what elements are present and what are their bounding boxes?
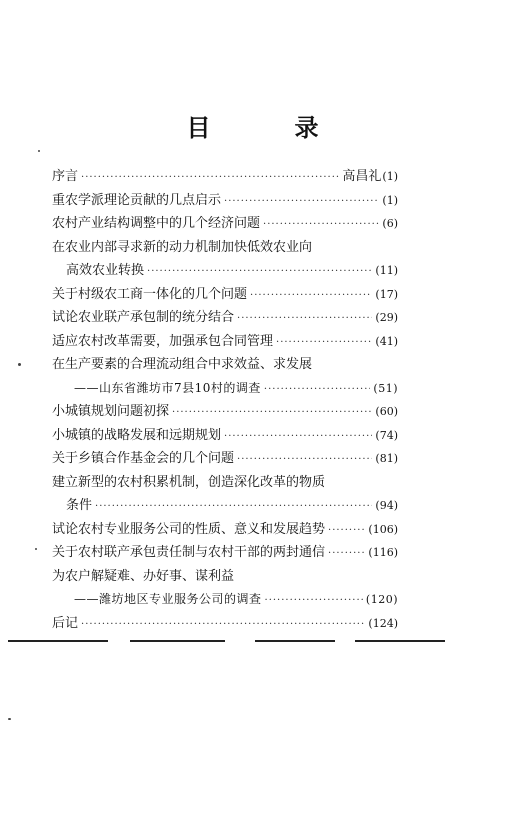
leader-dots	[224, 425, 372, 448]
entry-title: 在农业内部寻求新的动力机制加快低效农业向	[52, 239, 313, 255]
scan-speck	[38, 150, 40, 152]
toc-entry[interactable]	[52, 236, 398, 283]
page-number: (120)	[365, 593, 398, 606]
page-number: (116)	[368, 546, 398, 559]
leader-dots	[81, 166, 339, 189]
print-rule-segment	[355, 640, 445, 642]
entry-title: 在生产要素的合理流动组合中求效益、求发展	[52, 357, 313, 372]
entry-title: 为农户解疑难、办好事、谋利益	[52, 568, 235, 584]
leader-dots	[328, 542, 365, 565]
page-number: (11)	[375, 264, 398, 277]
entry-subtitle: ——山东省潍坊市7县10村的调查	[74, 380, 261, 395]
leader-dots	[328, 519, 365, 542]
leader-dots	[237, 448, 372, 471]
toc-entry[interactable]	[52, 565, 398, 612]
leader-dots	[81, 613, 365, 636]
leader-dots	[265, 589, 363, 612]
leader-dots	[172, 401, 372, 424]
page-number: (1)	[382, 193, 398, 207]
table-of-contents	[52, 165, 398, 635]
entry-author: 高昌礼	[342, 169, 382, 184]
entry-title: 农村产业结构调整中的几个经济问题	[52, 216, 261, 231]
page-number: (124)	[368, 616, 398, 630]
toc-entry[interactable]	[52, 165, 398, 189]
entry-title: 建立新型的农村积累机制，创造深化改革的物质	[52, 474, 326, 490]
leader-dots	[237, 307, 372, 330]
print-rule-segment	[8, 640, 108, 642]
print-rule-segment	[255, 640, 335, 642]
scan-speck	[18, 363, 21, 366]
toc-entry[interactable]	[52, 353, 398, 400]
leader-dots	[224, 190, 379, 213]
page-number: (74)	[375, 428, 398, 442]
toc-entry[interactable]	[52, 400, 398, 424]
leader-dots	[263, 213, 379, 236]
page-number: (1)	[382, 170, 398, 183]
toc-entry[interactable]	[52, 541, 398, 565]
leader-dots	[276, 331, 372, 354]
page-number: (17)	[375, 287, 398, 301]
entry-title: 关于村级农工商一体化的几个问题	[52, 286, 248, 302]
entry-title: 适应农村改革需要，加强承包合同管理	[52, 333, 274, 349]
page-number: (51)	[373, 381, 398, 395]
leader-dots	[95, 495, 372, 518]
toc-entry[interactable]	[52, 612, 398, 636]
leader-dots	[147, 260, 372, 283]
page-number: (94)	[375, 499, 398, 512]
toc-entry[interactable]	[52, 424, 398, 448]
toc-entry[interactable]	[52, 330, 398, 354]
toc-entry[interactable]	[52, 518, 398, 542]
page-number: (81)	[375, 452, 398, 465]
page-number: (60)	[375, 405, 398, 418]
entry-title: 小城镇的战略发展和远期规划	[52, 427, 222, 443]
entry-title-continuation: 条件	[66, 498, 93, 513]
entry-subtitle: ——潍坊地区专业服务公司的调查	[74, 592, 262, 606]
toc-entry[interactable]	[52, 283, 398, 307]
scan-speck	[35, 548, 37, 550]
page-title: 目 录	[186, 113, 349, 142]
entry-title-continuation: 高效农业转换	[66, 263, 145, 278]
leader-dots	[264, 378, 371, 401]
toc-entry[interactable]	[52, 447, 398, 471]
scan-speck	[8, 718, 11, 720]
entry-title: 序言	[52, 169, 79, 184]
toc-entry[interactable]	[52, 306, 398, 330]
toc-entry[interactable]	[52, 189, 398, 213]
entry-title: 重农学派理论贡献的几点启示	[52, 192, 222, 208]
entry-title: 试论农业联产承包制的统分结合	[52, 310, 235, 325]
entry-title: 试论农村专业服务公司的性质、意义和发展趋势	[52, 521, 326, 537]
toc-entry[interactable]	[52, 212, 398, 236]
entry-title: 关于农村联产承包责任制与农村干部的两封通信	[52, 545, 326, 560]
entry-title: 后记	[52, 615, 79, 631]
entry-title: 关于乡镇合作基金会的几个问题	[52, 451, 235, 466]
page-number: (6)	[382, 217, 398, 230]
leader-dots	[250, 284, 372, 307]
page-number: (41)	[375, 334, 398, 348]
print-rule-segment	[130, 640, 225, 642]
toc-entry[interactable]	[52, 471, 398, 518]
entry-title: 小城镇规划问题初探	[52, 404, 170, 419]
page-number: (106)	[368, 522, 398, 536]
page-number: (29)	[375, 311, 398, 324]
